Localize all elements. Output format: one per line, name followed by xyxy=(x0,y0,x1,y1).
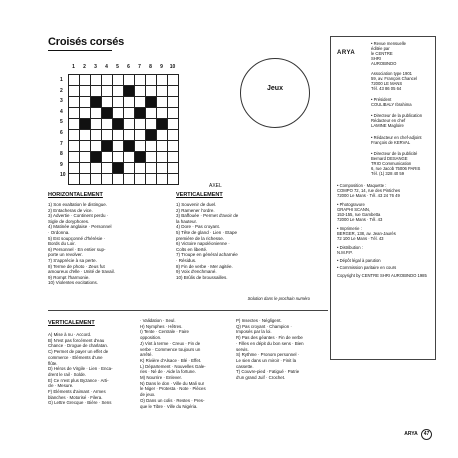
grid-cell xyxy=(124,174,135,185)
grid-cell xyxy=(102,97,113,108)
clue-line: 10) Brûlis de broussailles. xyxy=(176,274,228,280)
grid-cell xyxy=(113,75,124,86)
clue-line: G) Lettre Grecque · Bière · Sens xyxy=(48,400,112,406)
grid-row-number: 3 xyxy=(60,98,63,105)
grid-cell xyxy=(135,97,146,108)
masthead-line: • Président xyxy=(371,97,392,102)
clue-line: opposition. xyxy=(140,335,162,341)
grid-cell xyxy=(124,163,135,174)
clue-line: 5) Est soupçonné d'hérésie · xyxy=(48,235,106,241)
clue-line: 1) Son exaltation le distingue. xyxy=(48,202,108,207)
clue-line: T) Couvre-pied · Fatigué · Patrie xyxy=(236,369,300,375)
clue-line: 6) Personnel · En entier sup- xyxy=(48,246,106,252)
masthead-line: GRAPHI SCANN, xyxy=(337,207,371,212)
section-divider xyxy=(48,310,328,311)
grid-cell xyxy=(146,119,157,130)
clue-line: K) Rivière d'Alsace · Blé · Effet. xyxy=(140,357,202,363)
association-info xyxy=(371,71,433,91)
director-publication-info xyxy=(371,113,433,128)
grid-cell xyxy=(135,141,146,152)
grid-row-number: 4 xyxy=(60,108,63,115)
masthead-line: éditée par xyxy=(371,46,390,51)
clue-line: O) Dans un colis · Restes · Pres- xyxy=(140,397,205,403)
masthead-line: • Directeur de la publicité xyxy=(371,151,418,156)
clue-line: · Validation · Seul. xyxy=(140,318,176,323)
masthead-line: 153-155, rue Gambetta xyxy=(337,212,381,217)
arya-description xyxy=(371,41,431,66)
grid-cell xyxy=(91,119,102,130)
grid-col-number: 1 xyxy=(72,64,75,70)
grid-cell xyxy=(168,174,179,185)
clue-line: 5) Tête de gland · Lien · Etape xyxy=(176,229,237,235)
clue-line: · Résidus. xyxy=(176,257,197,263)
grid-row-number: 10 xyxy=(60,172,66,179)
clue-line: 8) Terme de photo · Zeus fut xyxy=(48,263,105,269)
grid-row-number: 7 xyxy=(60,140,63,147)
masthead-line: • Imprimerie : xyxy=(337,226,362,231)
grid-author: AXEL xyxy=(209,183,222,189)
clue-line: 8) Fin de verbe · Mer agitée. xyxy=(176,263,233,269)
puzzle-title: Croisés corsés xyxy=(48,36,125,48)
grid-row-number: 8 xyxy=(60,151,63,158)
title-underline xyxy=(48,50,112,51)
grid-cell xyxy=(124,108,135,119)
clue-line: R) Pas des géantes · Fin de verbe xyxy=(236,335,303,341)
grid-col-number: 2 xyxy=(83,64,86,70)
clue-line: 1) Souvenir de duel. xyxy=(176,202,217,207)
grid-cell xyxy=(113,141,124,152)
clue-line: verbe · Commence toujours un xyxy=(140,346,201,352)
grid-col-number: 8 xyxy=(149,64,152,70)
grid-cell xyxy=(91,163,102,174)
masthead-line: François de KERVAL xyxy=(371,140,411,145)
grid-cell xyxy=(146,86,157,97)
grid-cell xyxy=(91,141,102,152)
masthead-line: Association type 1901 xyxy=(371,71,412,76)
clue-line: drent le rail · Solde. xyxy=(48,371,87,377)
masthead-line: 59, av. François Chancel xyxy=(371,76,418,81)
clue-line: 6) Victoire napoléonienne · xyxy=(176,241,230,247)
vertical-clues-col1 xyxy=(48,332,136,406)
crossword-grid xyxy=(68,74,179,185)
masthead-line: Tél. (1) 328 40 59 xyxy=(371,171,405,176)
imprimerie-info xyxy=(337,226,433,241)
clue-line: C) Permet de payer un effet de xyxy=(48,349,109,355)
clue-line: 7) S'apprécie à sa perte. xyxy=(48,257,97,263)
clue-line: servis. xyxy=(236,346,249,352)
clue-line: P) Insectes · Négligent. xyxy=(236,318,282,323)
grid-cell xyxy=(113,108,124,119)
grid-cell xyxy=(113,97,124,108)
clue-line: A) Mise à nu · Accord. xyxy=(48,332,92,337)
distribution-info xyxy=(337,245,433,255)
footer-brand: ARYA xyxy=(404,431,418,437)
clue-line: Imposés par la loi. xyxy=(236,329,272,335)
clue-line: 9) Rompt l'harmonie. xyxy=(48,274,90,280)
grid-cell xyxy=(69,141,80,152)
grid-cell xyxy=(146,75,157,86)
grid-cell xyxy=(135,86,146,97)
grid-cell xyxy=(168,163,179,174)
grid-cell xyxy=(113,130,124,141)
grid-cell xyxy=(157,152,168,163)
grid-cell xyxy=(69,97,80,108)
grid-cell xyxy=(146,152,157,163)
grid-cell xyxy=(102,152,113,163)
clue-line: Sigle de doryphores. xyxy=(48,218,90,224)
grid-black-cell xyxy=(113,163,124,174)
grid-cell xyxy=(91,75,102,86)
clue-line: Le sien dans un miroir · Finit la xyxy=(236,357,297,363)
grid-black-cell xyxy=(91,97,102,108)
commission-info: • Commission paritaire en cours xyxy=(337,265,397,270)
grid-col-number: 4 xyxy=(105,64,108,70)
clue-line: Chance · Drogue de charlatan. xyxy=(48,343,109,349)
clue-line: L) Département · Nouvelles Gale- xyxy=(140,363,206,369)
clue-line: D) Héros de Virgile · Lien · Enca- xyxy=(48,366,113,372)
grid-cell xyxy=(80,163,91,174)
grid-cell xyxy=(168,108,179,119)
grid-cell xyxy=(113,152,124,163)
grid-cell xyxy=(91,174,102,185)
grid-cell xyxy=(69,174,80,185)
masthead-line: • Directeur de la publication xyxy=(371,113,423,118)
grid-cell xyxy=(124,152,135,163)
grid-col-number: 9 xyxy=(160,64,163,70)
clue-line: E) Ce n'est plus Byzance · Arti- xyxy=(48,377,109,383)
grid-cell xyxy=(80,97,91,108)
grid-black-cell xyxy=(80,119,91,130)
masthead-line: 72000 Le Mans · Tél. 43 xyxy=(337,217,383,222)
vertical-heading-bottom: VERTICALEMENT xyxy=(48,320,95,326)
masthead-line: • Revue mensuelle xyxy=(371,41,406,46)
horizontal-heading: HORIZONTALEMENT xyxy=(48,192,103,198)
grid-cell xyxy=(157,97,168,108)
photogravure-info xyxy=(337,202,433,222)
clue-line: le Niger · Protesta · Note · Pièces xyxy=(140,386,206,392)
arya-label: ARYA xyxy=(337,50,356,56)
clue-line: la hauteur. xyxy=(176,218,198,224)
clue-line: porte un revolver. xyxy=(48,252,83,258)
clue-line: Q) Pas croyant · Champion · xyxy=(236,323,292,329)
vertical-clues-top xyxy=(176,202,296,280)
grid-black-cell xyxy=(146,130,157,141)
grid-cell xyxy=(168,97,179,108)
page-footer xyxy=(404,429,432,440)
grid-cell xyxy=(69,75,80,86)
clue-line: 3) Advertie · Continent perdu · xyxy=(48,213,109,219)
grid-cell xyxy=(80,130,91,141)
clue-line: cle · Mesure. xyxy=(48,383,74,389)
advertising-director-info xyxy=(371,151,433,176)
grid-col-number: 10 xyxy=(169,64,176,70)
clue-line: commerce · Eléments d'une xyxy=(48,354,103,360)
grid-cell xyxy=(168,152,179,163)
grid-cell xyxy=(146,141,157,152)
grid-column-numbers xyxy=(68,64,228,70)
masthead-line: 6, rue Jacob 75006 PARIS xyxy=(371,166,421,171)
grid-cell xyxy=(124,130,135,141)
grid-cell xyxy=(157,108,168,119)
composition-info xyxy=(337,183,433,198)
clue-line: arrêté. xyxy=(140,352,153,358)
masthead-line: AUROBINDO xyxy=(371,61,397,66)
masthead-line: COULIBALY Ibrahima xyxy=(371,102,412,107)
grid-col-number: 6 xyxy=(127,64,130,70)
grid-black-cell xyxy=(157,119,168,130)
grid-cell xyxy=(69,163,80,174)
clue-line: I) Tente · Centrale · Faire xyxy=(140,329,189,335)
grid-cell xyxy=(157,86,168,97)
masthead-line: • Photogravure xyxy=(337,202,365,207)
clue-line: 10) Violentes excitations. xyxy=(48,280,98,286)
grid-black-cell xyxy=(135,152,146,163)
clue-line: B) N'est pas forcément d'eau xyxy=(48,337,105,343)
grid-black-cell xyxy=(113,119,124,130)
grid-row-number: 6 xyxy=(60,129,63,136)
vertical-clues-col2 xyxy=(140,318,228,409)
clue-line: de jeux. xyxy=(140,392,156,398)
clue-line: Colts en liberté. xyxy=(176,246,208,252)
grid-cell xyxy=(91,86,102,97)
masthead-line: COMPO 72, 14, rue des Pintiches xyxy=(337,188,401,193)
clue-line: que le Tibre · Ville du Nigéria. xyxy=(140,403,198,409)
masthead-line: BERGER, 138, av. Jean-Jaurès xyxy=(337,231,396,236)
grid-cell xyxy=(168,130,179,141)
clue-line: Bords du Loir. xyxy=(48,241,76,247)
clue-line: 4) Dore · Pas croyant. xyxy=(176,224,221,230)
clue-line: d'un grand Juif · Crochet. xyxy=(236,375,286,381)
grid-cell xyxy=(80,108,91,119)
grid-cell xyxy=(102,130,113,141)
masthead-line: TRIO Communication xyxy=(371,161,412,166)
grid-cell xyxy=(102,119,113,130)
clue-line: J) Vint à terme · Creux · Fin de xyxy=(140,340,201,346)
page-number: 47 xyxy=(421,429,432,440)
clue-line: 9) Voix d'enchmané. xyxy=(176,269,217,275)
grid-cell xyxy=(135,174,146,185)
grid-cell xyxy=(157,75,168,86)
clue-line: première de la richesse. xyxy=(176,235,225,241)
editor-info xyxy=(371,135,433,145)
grid-row-numbers xyxy=(60,75,66,181)
vertical-clues-col3 xyxy=(236,318,324,381)
president-info xyxy=(371,97,433,107)
grid-cell xyxy=(69,108,80,119)
masthead-line: • Distribution : xyxy=(337,245,363,250)
grid-cell xyxy=(69,130,80,141)
masthead-line: • Composition · Maquette : xyxy=(337,183,387,188)
masthead-line: le CENTRE xyxy=(371,51,393,56)
grid-cell xyxy=(146,174,157,185)
clue-line: H) Nymphes · Hêtres. xyxy=(140,323,183,329)
grid-cell xyxy=(135,130,146,141)
masthead-sidebar xyxy=(330,36,436,360)
grid-row-number: 1 xyxy=(60,77,63,83)
clue-line: 2) Entacheras de vice. xyxy=(48,207,93,213)
clue-line: ries · Né de · Aide la fortune. xyxy=(140,369,196,375)
masthead-line: 72000 Le Mans · Tél. 43 24 76 49 xyxy=(337,193,400,198)
grid-cell xyxy=(69,152,80,163)
jeux-badge-label: Jeux xyxy=(267,85,283,92)
grid-cell xyxy=(102,174,113,185)
masthead-line: • Rédacteur en chef-adjoint xyxy=(371,135,422,140)
vertical-heading-top: VERTICALEMENT xyxy=(176,192,223,198)
clue-line: cassette. xyxy=(236,363,254,369)
grid-black-cell xyxy=(135,108,146,119)
grid-col-number: 5 xyxy=(116,64,119,70)
grid-cell xyxy=(91,130,102,141)
clue-line: S) Rythme · Pronom personnel · xyxy=(236,352,300,358)
grid-cell xyxy=(146,163,157,174)
grid-cell xyxy=(157,130,168,141)
masthead-line: LAMINE Magloire xyxy=(371,123,404,128)
legal-deposit: • Dépôt légal à parution xyxy=(337,258,381,263)
grid-row-number: 2 xyxy=(60,87,63,94)
grid-cell xyxy=(124,97,135,108)
clue-line: 2) Ramener l'ordre. xyxy=(176,207,215,213)
grid-black-cell xyxy=(91,152,102,163)
clue-line: blanches · Motorisé · Filera. xyxy=(48,394,103,400)
grid-col-number: 7 xyxy=(138,64,141,70)
clue-line: 4) Matinée anglaise · Personnel xyxy=(48,224,112,230)
masthead-line: SHRI xyxy=(371,56,382,61)
clue-line: 3) Baffouée · Permet d'avoir de xyxy=(176,213,239,219)
clue-line: 7) Troupe en général acharnée xyxy=(176,252,238,258)
grid-cell xyxy=(80,86,91,97)
grid-cell xyxy=(102,86,113,97)
grid-cell xyxy=(168,141,179,152)
grid-cell xyxy=(102,75,113,86)
grid-black-cell xyxy=(124,86,135,97)
clue-line: M) Nourrire · Enlever. xyxy=(140,375,182,381)
grid-cell xyxy=(113,174,124,185)
grid-cell xyxy=(157,141,168,152)
grid-cell xyxy=(91,108,102,119)
grid-cell xyxy=(80,152,91,163)
grid-black-cell xyxy=(102,141,113,152)
grid-row-number: 9 xyxy=(60,161,63,168)
masthead-line: 72 100 Le Mans · Tél. 43 xyxy=(337,236,384,241)
grid-cell xyxy=(168,75,179,86)
grid-cell xyxy=(168,119,179,130)
masthead-line: Bernard DESANGE xyxy=(371,156,408,161)
magazine-page xyxy=(40,18,434,446)
grid-cell xyxy=(135,163,146,174)
grid-black-cell xyxy=(102,108,113,119)
grid-cell xyxy=(146,108,157,119)
grid-cell xyxy=(102,163,113,174)
masthead-line: Tél. 43 86 05 64 xyxy=(371,86,402,91)
grid-cell xyxy=(69,86,80,97)
solution-note: Solution dans le prochain numéro xyxy=(247,296,310,301)
clue-line: amoureux d'elle · Unité de travail. xyxy=(48,269,115,275)
grid-black-cell xyxy=(146,97,157,108)
grid-cell xyxy=(80,75,91,86)
clue-line: F) Eléments d'aimant · Armes xyxy=(48,389,106,395)
grid-col-number: 3 xyxy=(94,64,97,70)
grid-cell xyxy=(113,86,124,97)
clue-line: · Filles en dépit du bon sens · Bien xyxy=(236,340,304,346)
grid-cell xyxy=(80,141,91,152)
clue-line: · Ordonna. xyxy=(48,229,70,235)
masthead-line: 72000 LE MANS xyxy=(371,81,403,86)
grid-cell xyxy=(168,86,179,97)
grid-cell xyxy=(69,119,80,130)
copyright: Copyright by CENTRE SHRI AUROBINDO 1985 xyxy=(337,273,427,278)
grid-row-number: 5 xyxy=(60,119,63,126)
clue-line: N) Dans le don · Ville du Mali sur xyxy=(140,380,205,386)
grid-cell xyxy=(124,75,135,86)
grid-black-cell xyxy=(124,141,135,152)
grid-cell xyxy=(135,75,146,86)
clue-line: flûte. xyxy=(48,360,58,366)
jeux-badge xyxy=(240,58,310,128)
grid-cell xyxy=(157,163,168,174)
masthead-line: Rédacteur en chef xyxy=(371,118,406,123)
grid-cell xyxy=(135,119,146,130)
grid-cell xyxy=(80,174,91,185)
horizontal-clues xyxy=(48,202,168,286)
masthead-line: N.M.P.P. xyxy=(337,250,353,255)
grid-cell xyxy=(124,119,135,130)
grid-cell xyxy=(157,174,168,185)
